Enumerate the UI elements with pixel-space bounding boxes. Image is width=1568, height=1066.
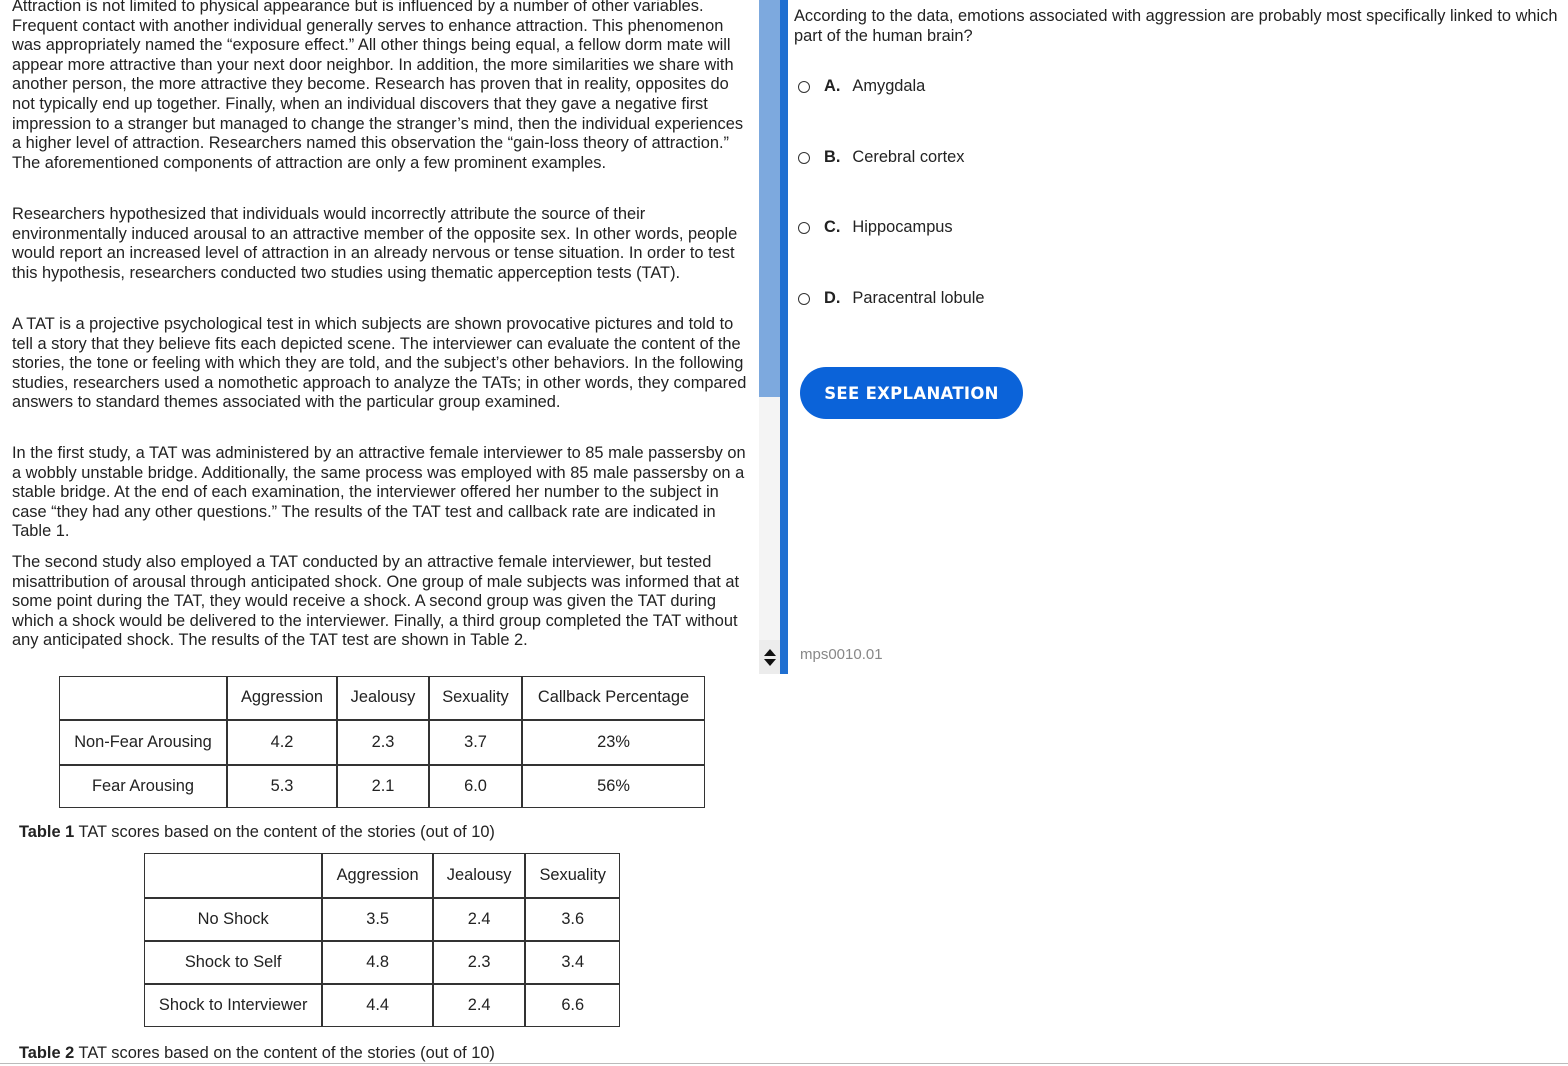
passage-paragraph-2: Researchers hypothesized that individuals would incorrectly attribute the source of their environmentally induced arousal to an attractive member of the opposite sex. In other words, people would report an increased level of attraction in an already nervous or tense situation. In order to test this hypothesis, researchers conducted two studies using thematic apperception tests (TAT).	[12, 205, 738, 282]
table-2-cell: Shock to Self	[144, 941, 322, 984]
table-2-cell: 4.4	[322, 984, 433, 1027]
option-letter: D.	[824, 289, 841, 307]
passage-scrollbar[interactable]	[759, 0, 788, 674]
table-1-header-cell: Callback Percentage	[522, 676, 705, 720]
answer-option-b[interactable]	[798, 148, 964, 167]
table-1-header-cell: Sexuality	[429, 676, 522, 720]
passage-paragraph-3: A TAT is a projective psychological test in which subjects are shown provocative pictures and told to tell a story that they believe fits each depicted scene. The interviewer can evaluate the content of the stories, the tone or feeling with which they are told, and the subject’s other behaviors. In the following studies, researchers used a nomothetic approach to analyze the TATs; in other words, they compared answers to standard themes associated with the particular group examined.	[12, 315, 747, 412]
table-row	[59, 765, 705, 808]
table-1-header-cell: Jealousy	[337, 676, 429, 720]
table-1	[59, 676, 705, 808]
table-2-cell: 3.5	[322, 898, 433, 941]
scroll-down-icon[interactable]	[764, 659, 776, 666]
radio-icon[interactable]	[798, 293, 810, 305]
table-2-cell: 6.6	[525, 984, 620, 1027]
table-1-cell: Fear Arousing	[59, 765, 227, 808]
table-1-header-cell	[59, 676, 227, 720]
table-row	[59, 720, 705, 765]
table-row	[144, 898, 620, 941]
table-2-cell: 3.6	[525, 898, 620, 941]
answer-option-a[interactable]	[798, 77, 925, 96]
option-label: Paracentral lobule	[852, 289, 985, 307]
table-2-cell: 2.4	[433, 984, 526, 1027]
table-1-caption-text: TAT scores based on the content of the stories (out of 10)	[74, 823, 495, 841]
answer-option-d[interactable]	[798, 289, 985, 308]
table-2-cell: Shock to Interviewer	[144, 984, 322, 1027]
answer-option-c[interactable]	[798, 218, 953, 237]
table-1-cell: 23%	[522, 720, 705, 765]
radio-icon[interactable]	[798, 152, 810, 164]
table-1-cell: Non-Fear Arousing	[59, 720, 227, 765]
table-1-cell: 6.0	[429, 765, 522, 808]
table-1-cell: 2.3	[337, 720, 429, 765]
table-1-cell: 56%	[522, 765, 705, 808]
question-pane	[794, 0, 1568, 1066]
passage-paragraph-4: In the first study, a TAT was administered by an attractive female interviewer to 85 male passersby on a wobbly unstable bridge. Additionally, the same process was employed with 85 male passersby on a stable bridge. At the end of each examination, the interviewer offered her number to the subject in case “they had any other questions.” The results of the TAT test and callback rate are indicated in Table 1.	[12, 444, 746, 541]
table-2-cell: No Shock	[144, 898, 322, 941]
table-2-cell: 3.4	[525, 941, 620, 984]
option-label: Hippocampus	[852, 218, 953, 236]
radio-icon[interactable]	[798, 222, 810, 234]
radio-icon[interactable]	[798, 81, 810, 93]
table-2-caption	[19, 1044, 495, 1064]
table-2-header-cell: Sexuality	[525, 853, 620, 898]
option-label: Cerebral cortex	[852, 148, 965, 166]
table-1-caption	[19, 823, 495, 843]
scrollbar-thumb[interactable]	[759, 0, 780, 397]
table-2-cell: 2.4	[433, 898, 526, 941]
scroll-up-icon[interactable]	[764, 649, 776, 656]
table-2-header-cell	[144, 853, 322, 898]
table-1-header-cell: Aggression	[227, 676, 337, 720]
option-letter: A.	[824, 77, 841, 95]
option-label: Amygdala	[852, 77, 926, 95]
question-text: According to the data, emotions associated with aggression are probably most specifically linked to which part of the human brain?	[794, 7, 1558, 45]
table-2-caption-label: Table 2	[19, 1044, 75, 1062]
table-1-cell: 2.1	[337, 765, 429, 808]
table-1-header-row	[59, 676, 705, 720]
table-2-caption-text: TAT scores based on the content of the stories (out of 10)	[74, 1044, 495, 1062]
table-2	[144, 853, 620, 1027]
table-2-header-cell: Aggression	[322, 853, 433, 898]
table-2-header-row	[144, 853, 620, 898]
table-2-cell: 2.3	[433, 941, 526, 984]
passage-pane	[0, 0, 758, 1066]
scroll-arrows[interactable]	[759, 640, 780, 674]
passage-paragraph-5: The second study also employed a TAT conducted by an attractive female interviewer, but tested misattribution of arousal through anticipated shock. One group of male subjects was informed that at some point during the TAT, they would receive a shock. A second group was given the TAT during which a shock would be delivered to the interviewer. Finally, a third group completed the TAT without any anticipated shock. The results of the TAT test are shown in Table 2.	[12, 553, 740, 650]
see-explanation-button[interactable]: SEE EXPLANATION	[800, 367, 1023, 419]
pane-divider[interactable]	[780, 0, 788, 674]
bottom-divider	[0, 1063, 1568, 1064]
table-1-cell: 4.2	[227, 720, 337, 765]
table-2-cell: 4.8	[322, 941, 433, 984]
option-letter: B.	[824, 148, 841, 166]
question-id: mps0010.01	[800, 646, 883, 663]
table-1-cell: 3.7	[429, 720, 522, 765]
table-2-header-cell: Jealousy	[433, 853, 526, 898]
table-row	[144, 984, 620, 1027]
passage-paragraph-1: Attraction is not limited to physical appearance but is influenced by a number of other variables. Frequent contact with another individual generally serves to enhance attraction. This phenomenon was appropriately named the “exposure effect.” All other things being equal, a fellow dorm mate will appear more attractive than your next door neighbor. In addition, the more similarities we share with another person, the more attractive they become. Research has proven that in reality, opposites do not typically end up together. Finally, when an individual discovers that they gave a negative first impression to a stranger but managed to change the stranger’s mind, then the individual experiences a higher level of attraction. Researchers named this observation the “gain-loss theory of attraction.” The aforementioned components of attraction are only a few prominent examples.	[12, 0, 744, 172]
option-letter: C.	[824, 218, 841, 236]
table-row	[144, 941, 620, 984]
table-1-cell: 5.3	[227, 765, 337, 808]
scrollbar-track[interactable]	[759, 0, 780, 640]
table-1-caption-label: Table 1	[19, 823, 75, 841]
